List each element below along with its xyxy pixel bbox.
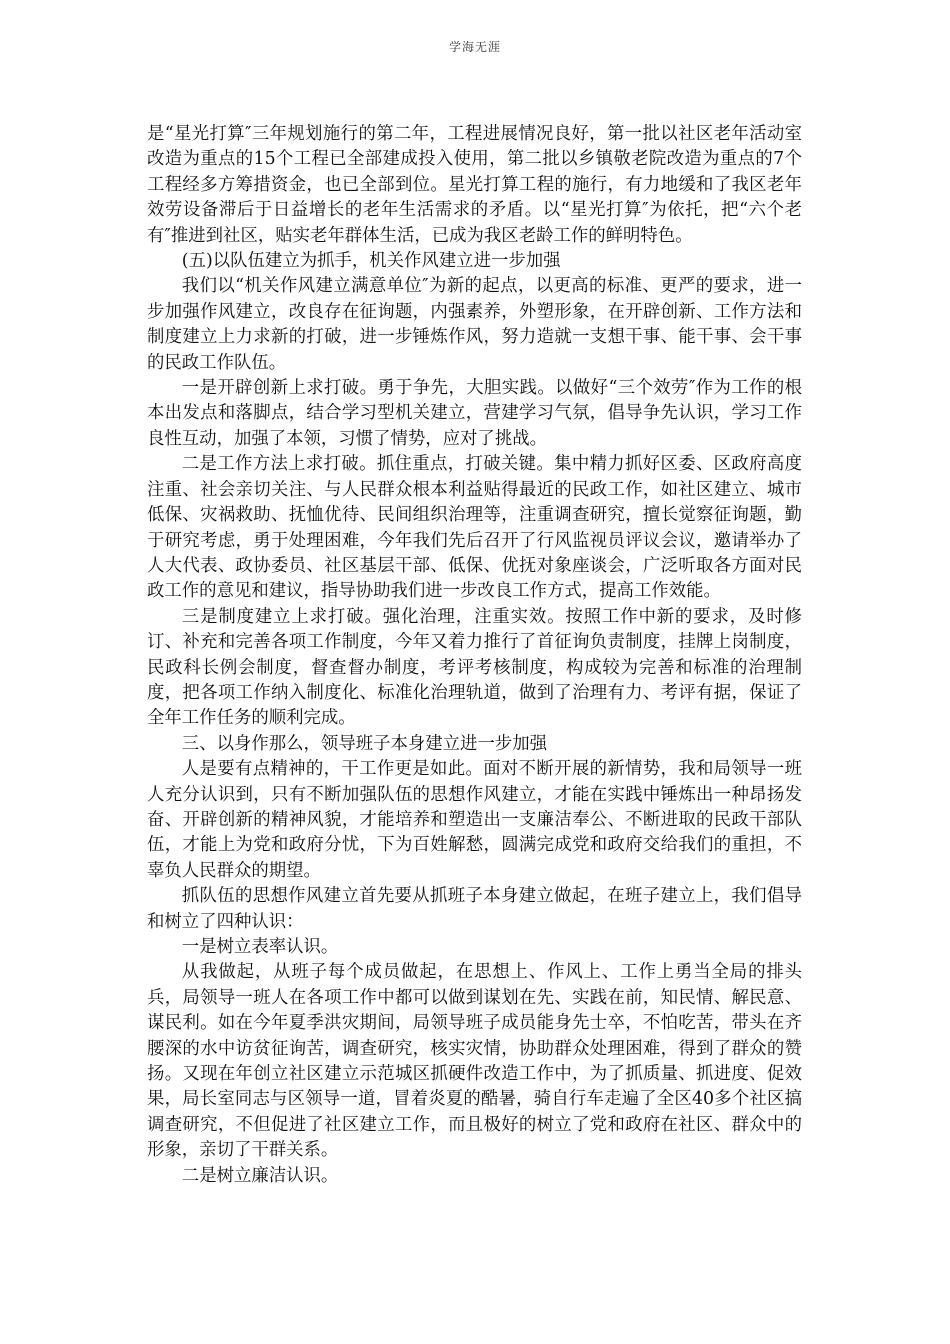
paragraph: 一是开辟创新上求打破。勇于争先，大胆实践。以做好“三个效劳″作为工作的根本出发点和落脚点，结合学习型机关建立，营建学习气氛，倡导争先认识，学习工作良性互动，加强了本领，习惯了情势，应对了挑战。 bbox=[147, 378, 802, 449]
paragraph: 二是工作方法上求打破。抓住重点，打破关键。集中精力抓好区委、区政府高度注重、社会亲切关注、与人民群众根本利益贴得最近的民政工作，如社区建立、城市低保、灾祸救助、抚恤优待、民间组织治理等，注重调查研究，擅长觉察征询题，勤于研究考虑，勇于处理困难，今年我们先后召开了行风监视员评议会议，邀请举办了人大代表、政协委员、社区基层干部、低保、优抚对象座谈会，广泛听取各方面对民政工作的意见和建议，指导协助我们进一步改良工作方式，提高工作效能。 bbox=[147, 454, 802, 602]
paragraph: 我们以“机关作风建立满意单位″为新的起点，以更高的标准、更严的要求，进一步加强作风建立，改良存在征询题，内强素养，外塑形象，在开辟创新、工作方法和制度建立上力求新的打破，进一步锤炼作风，努力造就一支想干事、能干事、会干事的民政工作队伍。 bbox=[147, 276, 802, 373]
paragraph: 是“星光打算″三年规划施行的第二年，工程进展情况良好，第一批以社区老年活动室改造为重点的15个工程已全部建成投入使用，第二批以乡镇敬老院改造为重点的7个工程经多方筹措资金，也已全部到位。星光打算工程的施行，有力地缓和了我区老年效劳设备滞后于日益增长的老年生活需求的矛盾。以“星光打算″为依托，把“六个老有″推进到社区，贴实老年群体生活，已成为我区老龄工作的鲜明特色。 bbox=[147, 124, 802, 246]
paragraph: 二是树立廉洁认识。 bbox=[181, 1165, 339, 1186]
section-heading: (五)以队伍建立为抓手，机关作风建立进一步加强 bbox=[181, 251, 561, 272]
paragraph: 人是要有点精神的，干工作更是如此。面对不断开展的新情势，我和局领导一班人充分认识到，只有不断加强队伍的思想作风建立，才能在实践中锤炼出一种昂扬发奋、开辟创新的精神风貌，才能培养和塑造出一支廉洁奉公、不断进取的民政干部队伍，才能上为党和政府分忧，下为百姓解愁，圆满完成党和政府交给我们的重担，不辜负人民群众的期望。 bbox=[147, 759, 802, 881]
paragraph: 抓队伍的思想作风建立首先要从抓班子本身建立做起，在班子建立上，我们倡导和树立了四种认识： bbox=[147, 886, 802, 932]
paragraph: 一是树立表率认识。 bbox=[181, 937, 339, 957]
paragraph: 三是制度建立上求打破。强化治理，注重实效。按照工作中新的要求，及时修订、补充和完善各项工作制度，今年又着力推行了首征询负责制度，挂牌上岗制度，民政科长例会制度，督查督办制度，考评考核制度，构成较为完善和标准的治理制度，把各项工作纳入制度化、标准化治理轨道，做到了治理有力、考评有据，保证了全年工作任务的顺利完成。 bbox=[147, 606, 802, 729]
page-header: 学海无涯 bbox=[448, 40, 501, 54]
section-heading: 三、以身作那么，领导班子本身建立进一步加强 bbox=[181, 733, 548, 754]
document-body bbox=[147, 122, 802, 1189]
paragraph: 从我做起，从班子每个成员做起，在思想上、作风上、工作上勇当全局的排头兵，局领导一班人在各项工作中都可以做到谋划在先、实践在前，知民情、解民意、谋民利。如在今年夏季洪灾期间，局领导班子成员能身先士卒，不怕吃苦，带头在齐腰深的水中访贫征询苦，调查研究，核实灾情，协助群众处理困难，得到了群众的赞扬。又现在年创立社区建立示范城区抓硬件改造工作中，为了抓质量、抓进度、促效果，局长室同志与区领导一道，冒着炎夏的酷暑，骑自行车走遍了全区40多个社区搞调查研究，不但促进了社区建立工作，而且极好的树立了党和政府在社区、群众中的形象，亲切了干群关系。 bbox=[147, 962, 802, 1161]
